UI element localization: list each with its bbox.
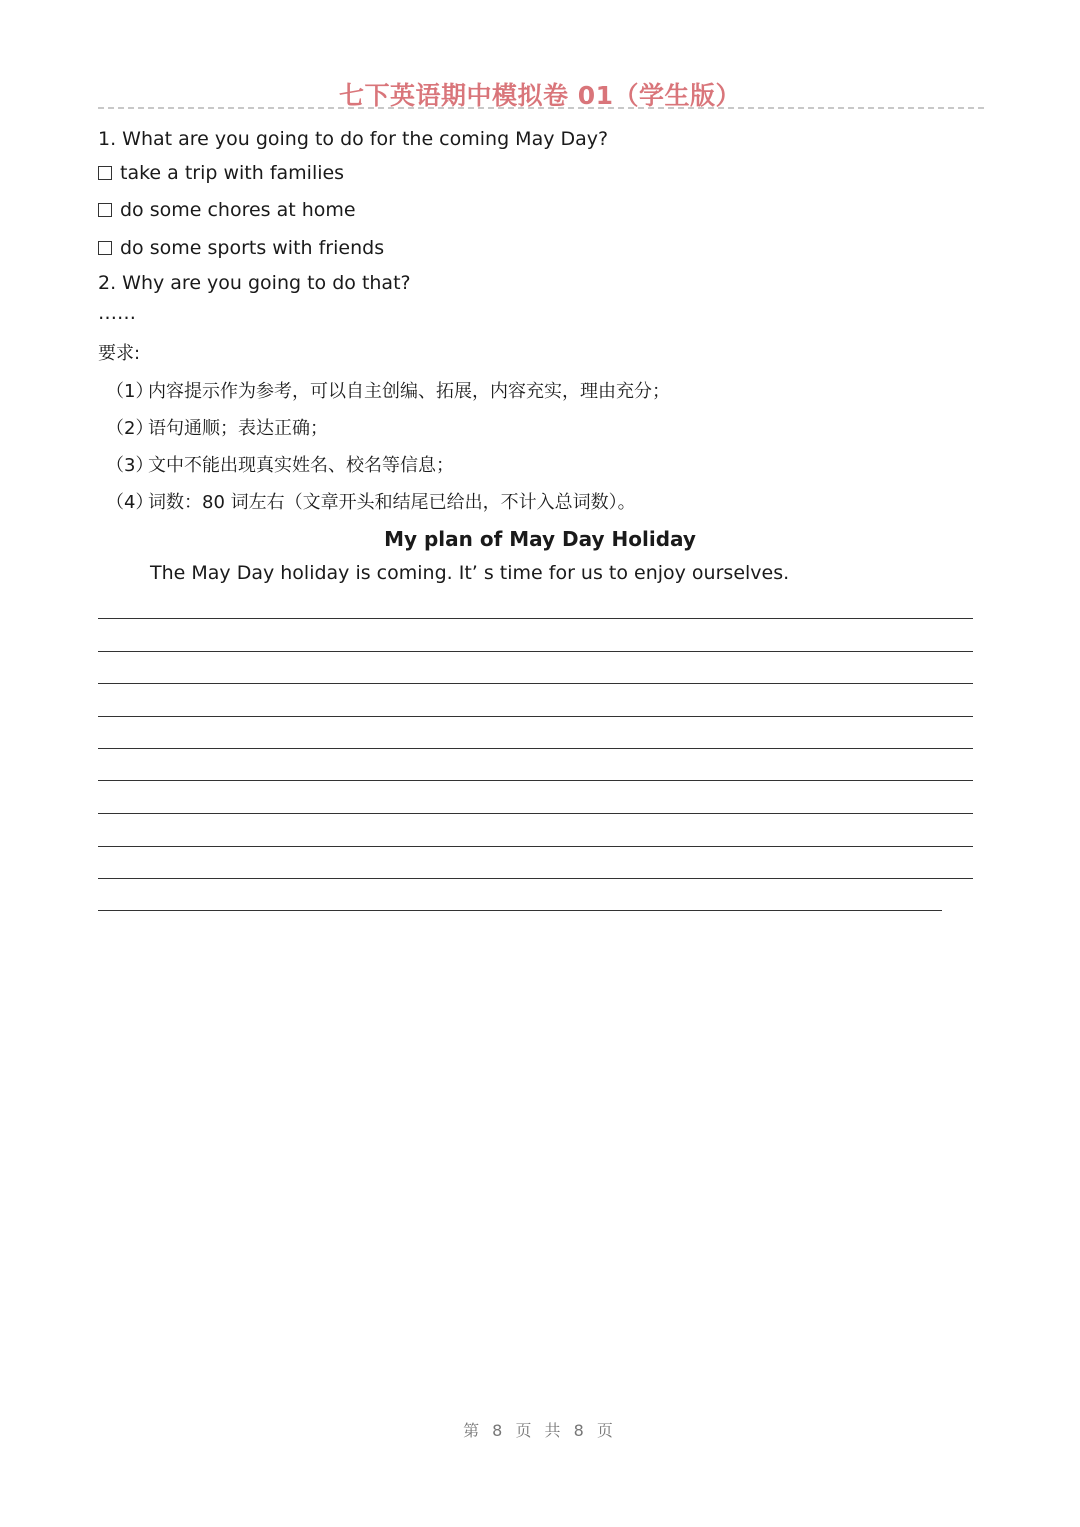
- ellipsis: ……: [98, 302, 136, 324]
- answer-line[interactable]: [98, 651, 973, 652]
- page-title: 七下英语期中模拟卷 01（学生版）: [339, 81, 741, 110]
- question-1: 1. What are you going to do for the coming May Day?: [98, 128, 609, 150]
- requirements-heading: 要求:: [98, 343, 141, 364]
- requirement-text: 文中不能出现真实姓名、校名等信息；: [148, 455, 454, 476]
- requirement-text: 语句通顺；表达正确；: [148, 418, 328, 439]
- option-row[interactable]: [98, 198, 356, 222]
- checkbox-icon[interactable]: [98, 203, 112, 217]
- answer-line[interactable]: [98, 846, 973, 847]
- answer-line[interactable]: [98, 910, 942, 911]
- requirement-item: [106, 380, 670, 404]
- option-label: do some sports with friends: [120, 237, 385, 259]
- essay-title: My plan of May Day Holiday: [384, 527, 696, 551]
- answer-line[interactable]: [98, 780, 973, 781]
- question-2: 2. Why are you going to do that?: [98, 272, 411, 294]
- answer-line[interactable]: [98, 748, 973, 749]
- requirement-item: [106, 491, 636, 515]
- requirement-item: [106, 454, 454, 478]
- answer-line[interactable]: [98, 683, 973, 684]
- page-footer: 第 8 页 共 8 页: [463, 1421, 617, 1440]
- answer-line[interactable]: [98, 878, 973, 879]
- requirement-text: 词数：80 词左右（文章开头和结尾已给出，不计入总词数）。: [148, 492, 636, 513]
- requirement-number: （2）: [106, 418, 154, 439]
- header-divider: [98, 107, 984, 109]
- option-row[interactable]: [98, 161, 344, 185]
- checkbox-icon[interactable]: [98, 166, 112, 180]
- option-row[interactable]: [98, 236, 384, 260]
- requirement-text: 内容提示作为参考，可以自主创编、拓展，内容充实，理由充分；: [148, 381, 670, 402]
- option-label: do some chores at home: [120, 199, 356, 221]
- answer-line[interactable]: [98, 716, 973, 717]
- requirement-number: （3）: [106, 455, 154, 476]
- requirement-number: （4）: [106, 492, 154, 513]
- requirement-item: [106, 417, 328, 441]
- checkbox-icon[interactable]: [98, 241, 112, 255]
- essay-opening: The May Day holiday is coming. It’ s time for us to enjoy ourselves.: [150, 562, 790, 584]
- option-label: take a trip with families: [120, 162, 345, 184]
- requirement-number: （1）: [106, 381, 154, 402]
- answer-line[interactable]: [98, 618, 973, 619]
- answer-line[interactable]: [98, 813, 973, 814]
